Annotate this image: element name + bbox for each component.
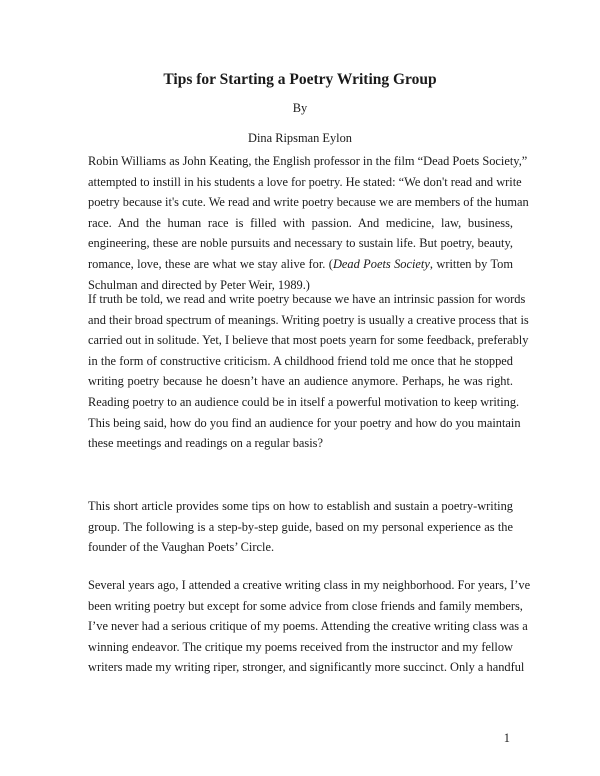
paragraph-line: attempted to instill in his students a love for poetry. He stated: “We don't read and write [88, 174, 522, 189]
line-text: , written by Tom [429, 256, 513, 271]
paragraph-line: I’ve never had a serious critique of my poems. Attending the creative writing class was a [88, 619, 528, 634]
paragraph-line: engineering, these are noble pursuits and necessary to sustain life. But poetry, beauty, [88, 236, 513, 251]
line-text: romance, love, these are what we stay alive for. ( [88, 256, 333, 271]
paragraph-line: Several years ago, I attended a creative writing class in my neighborhood. For years, I’ve [88, 578, 531, 592]
paragraph-1 [88, 151, 529, 295]
paragraph-line: writing poetry because he doesn’t have an audience anymore. Perhaps, he was right. [88, 374, 513, 389]
paragraph-line: Schulman and directed by Peter Weir, 1989.) [88, 277, 310, 292]
paragraph-line: This being said, how do you find an audience for your poetry and how do you maintain [88, 415, 521, 430]
paragraph-line: Reading poetry to an audience could be in itself a powerful motivation to keep writing. [88, 394, 520, 409]
paragraph-4 [88, 575, 531, 678]
paragraph-line: and their broad spectrum of meanings. Writing poetry is usually a creative process that is [88, 312, 529, 327]
paragraph-line: in the form of constructive criticism. A childhood friend told me once that he stopped [88, 353, 513, 368]
paragraph-line: winning endeavor. The critique my poems received from the instructor and my fellow [88, 639, 513, 654]
paragraph-line: carried out in solitude. Yet, I believe that most poets yearn for some feedback, preferably [88, 333, 529, 348]
paragraph-line: these meetings and readings on a regular basis? [88, 436, 323, 451]
film-title-italic: Dead Poets Society [332, 256, 430, 271]
paragraph-line: group. The following is a step-by-step guide, based on my personal experience as the [88, 519, 513, 534]
paragraph-line: poetry because it's cute. We read and write poetry because we are members of the human [88, 195, 529, 210]
paragraph-3 [88, 496, 513, 558]
paragraph-line [88, 254, 513, 275]
paragraph-line: race. And the human race is filled with passion. And medicine, law, business, [88, 215, 513, 230]
document-title: Tips for Starting a Poetry Writing Group [163, 71, 437, 88]
paragraph-2 [88, 289, 529, 454]
paragraph-line: been writing poetry but except for some advice from close friends and family members, [88, 598, 523, 613]
paragraph-line: If truth be told, we read and write poetry because we have an intrinsic passion for words [88, 292, 526, 306]
paragraph-line: founder of the Vaughan Poets’ Circle. [88, 540, 275, 555]
paragraph-line: This short article provides some tips on how to establish and sustain a poetry-writing [88, 499, 513, 513]
author-name: Dina Ripsman Eylon [248, 131, 352, 145]
page-number: 1 [503, 731, 510, 745]
byline-by: By [292, 101, 308, 115]
paragraph-line: Robin Williams as John Keating, the English professor in the film “Dead Poets Society,” [88, 154, 528, 168]
paragraph-line: writers made my writing riper, stronger, and significantly more succinct. Only a handful [88, 660, 525, 675]
